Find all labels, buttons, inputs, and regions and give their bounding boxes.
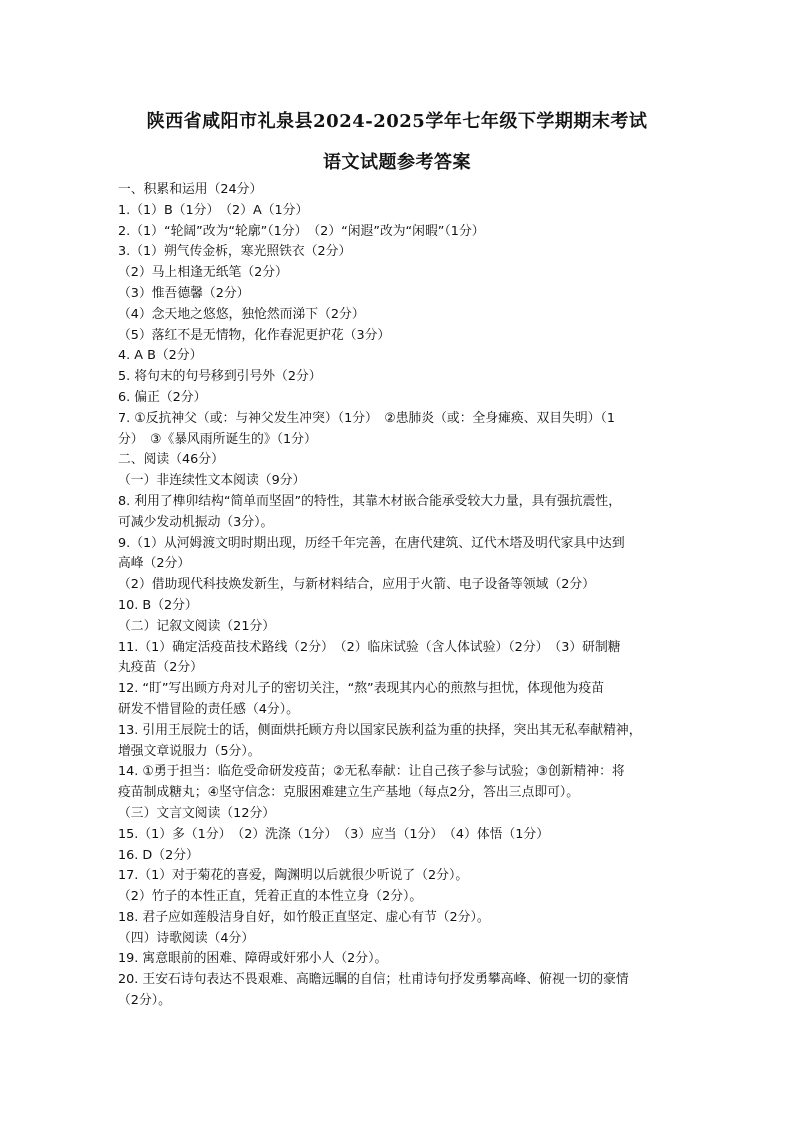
answer-line: （四）诗歌阅读（4分）: [118, 930, 255, 946]
answer-line: 疫苗制成糖丸；④坚守信念：克服困难建立生产基地（每点2分，答出三点即可）。: [118, 785, 580, 801]
answer-line: 3.（1）朔气传金柝，寒光照铁衣（2分）: [118, 244, 352, 260]
answer-line: 5. 将句末的句号移到引号外（2分）: [118, 369, 322, 385]
answer-line: （2）借助现代科技焕发新生，与新材料结合，应用于火箭、电子设备等领域（2分）: [118, 577, 595, 593]
answer-line: 增强文章说服力（5分）。: [118, 743, 261, 759]
answer-line: 7. ①反抗神父（或：与神父发生冲突）（1分） ②患肺炎（或：全身瘫痪、双目失明）（1: [118, 410, 615, 426]
answer-line: 1.（1）B（1分） （2）A（1分）: [118, 202, 309, 218]
answer-line: （5）落红不是无情物，化作春泥更护花（3分）: [118, 327, 391, 343]
answer-line: （一）非连续性文本阅读（9分）: [118, 473, 306, 489]
answer-line: 9.（1）从河姆渡文明时期出现，历经千年完善，在唐代建筑、辽代木塔及明代家具中达到: [118, 535, 625, 551]
answer-line: 研发不惜冒险的责任感（4分）。: [118, 701, 299, 717]
answer-line: 11.（1）确定活疫苗技术路线（2分） （2）临床试验（含人体试验）（2分） （3）研制糖: [118, 639, 621, 655]
answer-line: 4. A B（2分）: [118, 348, 203, 364]
answer-line: 2.（1）“轮阔”改为“轮廓”（1分） （2）“闲遐”改为“闲暇”（1分）: [118, 223, 485, 239]
answer-line: （三）文言文阅读（12分）: [118, 805, 276, 821]
answer-line: 高峰（2分）: [118, 556, 191, 572]
answer-line: 17.（1）对于菊花的喜爱，陶渊明以后就很少听说了（2分）。: [118, 868, 469, 884]
answer-line: （3）惟吾德馨（2分）: [118, 285, 250, 301]
answer-line: 20. 王安石诗句表达不畏艰难、高瞻远瞩的自信；杜甫诗句抒发勇攀高峰、俯视一切的豪情: [118, 972, 629, 988]
answer-line: 丸疫苗（2分）: [118, 660, 203, 676]
answer-line: 10. B（2分）: [118, 597, 198, 613]
answer-line: 16. D（2分）: [118, 847, 199, 863]
answer-line: 6. 偏正（2分）: [118, 389, 207, 405]
answer-line: 18. 君子应如莲般洁身自好，如竹般正直坚定、虚心有节（2分）。: [118, 909, 490, 925]
answer-line: 15.（1）多（1分） （2）洗涤（1分） （3）应当（1分） （4）体悟（1分）: [118, 826, 549, 842]
answer-line: 一、积累和运用（24分）: [118, 182, 263, 197]
answer-line: （2）马上相逢无纸笔（2分）: [118, 265, 288, 281]
answer-line: （二）记叙文阅读（21分）: [118, 618, 276, 634]
answer-body: [118, 180, 683, 1012]
answer-line: 19. 寓意眼前的困难、障碍或奸邪小人（2分）。: [118, 951, 388, 967]
document-title: 陕西省咸阳市礼泉县2024-2025学年七年级下学期期末考试: [146, 111, 648, 132]
document-subtitle: 语文试题参考答案: [323, 152, 471, 173]
answer-line: （2分）。: [118, 993, 171, 1009]
answer-line: （2）竹子的本性正直，凭着正直的本性立身（2分）。: [118, 889, 423, 905]
answer-line: 12. “盯”写出顾方舟对儿子的密切关注，“熬”表现其内心的煎熬与担忧，体现他为疫苗: [118, 681, 605, 697]
answer-line: 8. 利用了榫卯结构“简单而坚固”的特性，其靠木材嵌合能承受较大力量，具有强抗震性，: [118, 493, 622, 509]
answer-line: 二、阅读（46分）: [118, 452, 224, 468]
answer-line: （4）念天地之悠悠，独怆然而涕下（2分）: [118, 306, 365, 322]
answer-line: 14. ①勇于担当：临危受命研发疫苗；②无私奉献：让自己孩子参与试验；③创新精神：将: [118, 764, 625, 780]
answer-line: 可减少发动机振动（3分）。: [118, 514, 274, 530]
answer-line: 13. 引用王辰院士的话，侧面烘托顾方舟以国家民族利益为重的抉择，突出其无私奉献精神，: [118, 722, 642, 738]
answer-line: 分） ③《暴风雨所诞生的》（1分）: [118, 431, 317, 447]
